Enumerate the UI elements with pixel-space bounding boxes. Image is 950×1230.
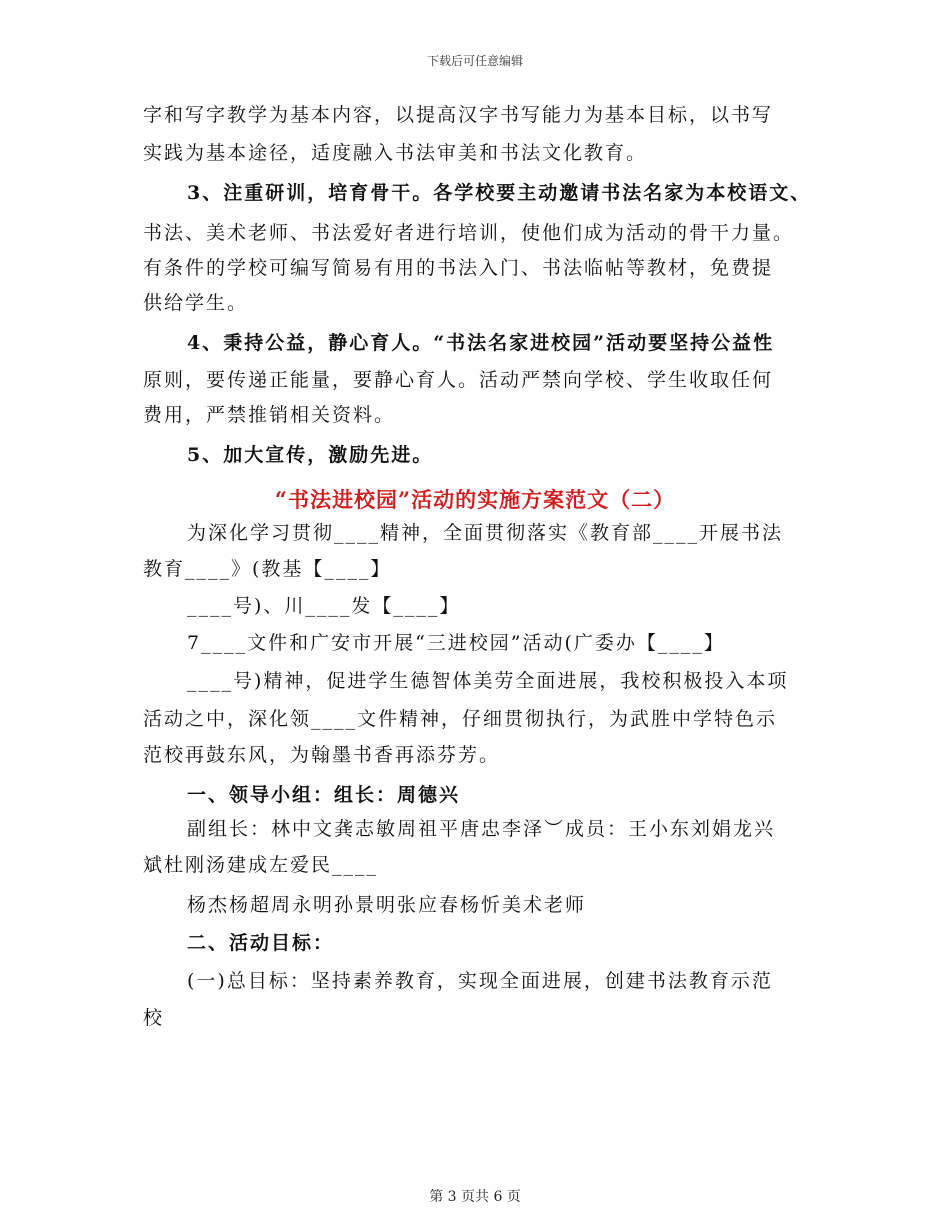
text-line: (一)总目标：坚持素养教育，实现全面进展，创建书法教育示范	[187, 970, 773, 992]
text-line: ____号)精神，促进学生德智体美劳全面进展，我校积极投入本项	[187, 670, 789, 692]
text-line: 校	[143, 1007, 165, 1029]
text-line: 教育____》(教基【____】	[143, 558, 392, 580]
text-line: 活动之中，深化领____文件精神，仔细贯彻执行，为武胜中学特色示	[143, 708, 778, 730]
page-footer: 第 3 页共 6 页	[429, 1189, 521, 1205]
text-line: 5、加大宣传，激励先进。	[187, 444, 434, 466]
page-header: 下载后可任意编辑	[426, 54, 523, 68]
text-line: 供给学生。	[143, 292, 249, 314]
text-line: 杨杰杨超周永明孙景明张应春杨忻美术老师	[187, 894, 587, 916]
text-line: 范校再鼓东风，为翰墨书香再添芬芳。	[143, 744, 501, 766]
text-line: 4、秉持公益，静心育人。“书法名家进校园”活动要坚持公益性	[187, 332, 775, 354]
text-line: 书法、美术老师、书法爱好者进行培训，使他们成为活动的骨干力量。	[143, 222, 795, 244]
text-line: 副组长：林中文龚志敏周祖平唐忠李泽︶成员：王小东刘娟龙兴	[187, 818, 776, 840]
text-line: ____号)、川____发【____】	[187, 595, 461, 617]
text-line: 原则，要传递正能量，要静心育人。活动严禁向学校、学生收取任何	[143, 369, 774, 391]
text-line: 斌杜刚汤建成左爱民____	[143, 854, 379, 876]
text-line: 实践为基本途径，适度融入书法审美和书法文化教育。	[143, 142, 648, 164]
text-line: 为深化学习贯彻____精神，全面贯彻落实《教育部____开展书法	[187, 522, 784, 544]
text-line: 费用，严禁推销相关资料。	[143, 404, 396, 426]
text-line: 字和写字教学为基本内容，以提高汉字书写能力为基本目标，以书写	[143, 104, 774, 126]
text-line: 7____文件和广安市开展“三进校园”活动(广委办【____】	[187, 632, 725, 654]
text-line: 有条件的学校可编写简易有用的书法入门、书法临帖等教材，免费提	[143, 257, 774, 279]
text-line: 一、领导小组：组长：周德兴	[187, 784, 461, 806]
text-line: 二、活动目标：	[187, 932, 335, 954]
section-title: “书法进校园”活动的实施方案范文（二）	[274, 487, 676, 512]
text-line: 3、注重研训，培育骨干。各学校要主动邀请书法名家为本校语文、	[187, 182, 812, 204]
